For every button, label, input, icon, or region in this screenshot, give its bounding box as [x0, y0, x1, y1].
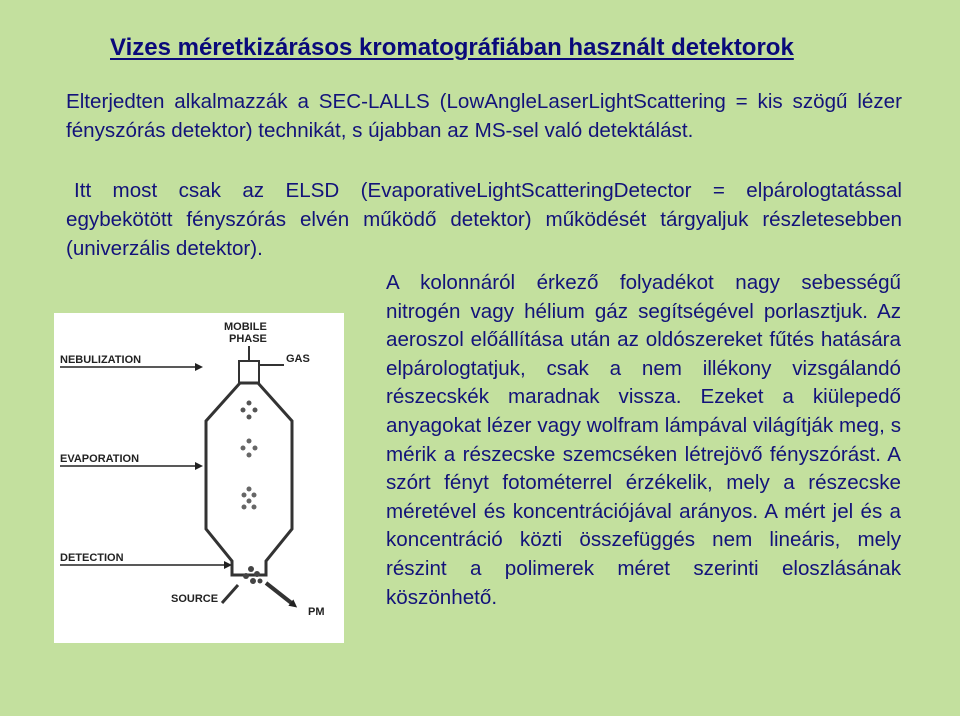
detection-label: DETECTION — [60, 552, 124, 564]
evaporation-vessel — [206, 383, 292, 575]
source-beam — [222, 585, 238, 603]
gas-label: GAS — [286, 353, 310, 365]
nebulizer-tube — [239, 361, 259, 383]
evaporation-label: EVAPORATION — [60, 453, 140, 465]
slide-title: Vizes méretkizárásos kromatográfiában használt detektorok — [110, 34, 794, 61]
elsd-paragraph: Itt most csak az ELSD (EvaporativeLightScatteringDetector = elpárologtatással egybekötött fényszórás elvén működő detektor) működését tárgyaljuk részletesebben (univerzális detektor). — [66, 179, 902, 260]
pm-label: PM — [308, 606, 325, 618]
nebulization-label: NEBULIZATION — [60, 354, 142, 366]
elsd-diagram-svg — [54, 313, 344, 643]
pm-beam-arrow — [266, 583, 294, 605]
source-label: SOURCE — [171, 593, 219, 605]
elsd-diagram — [54, 313, 344, 643]
mobile-phase-label-1: MOBILE — [224, 321, 267, 333]
mobile-phase-label-2: PHASE — [229, 333, 267, 345]
intro-paragraph: Elterjedten alkalmazzák a SEC-LALLS (LowAngleLaserLightScattering = kis szögű lézer fényszórás detektor) technikát, s újabban az MS-sel való detektálást. — [66, 90, 902, 142]
description-paragraph: A kolonnáról érkező folyadékot nagy sebességű nitrogén vagy hélium gáz segítségével porlasztjuk. Az aeroszol előállítása után az oldószereket fűtés hatására elpárologtatjuk, csak a nem illékony vizsgálandó részecskék maradnak vissza. Ezeket a kiülepedő anyagokat lézer vagy wolfram lámpával világítják meg, s mérik a részecske szemcséken létrejövő fényszórást. A szórt fényt fotométerrel érzékelik, mely a részecske méretével és koncentrációjával arányos. A mért jel és a koncentráció közti összefüggés nem lineáris, mely részint a polimerek méret szerinti eloszlásának köszönhető. — [386, 271, 901, 609]
